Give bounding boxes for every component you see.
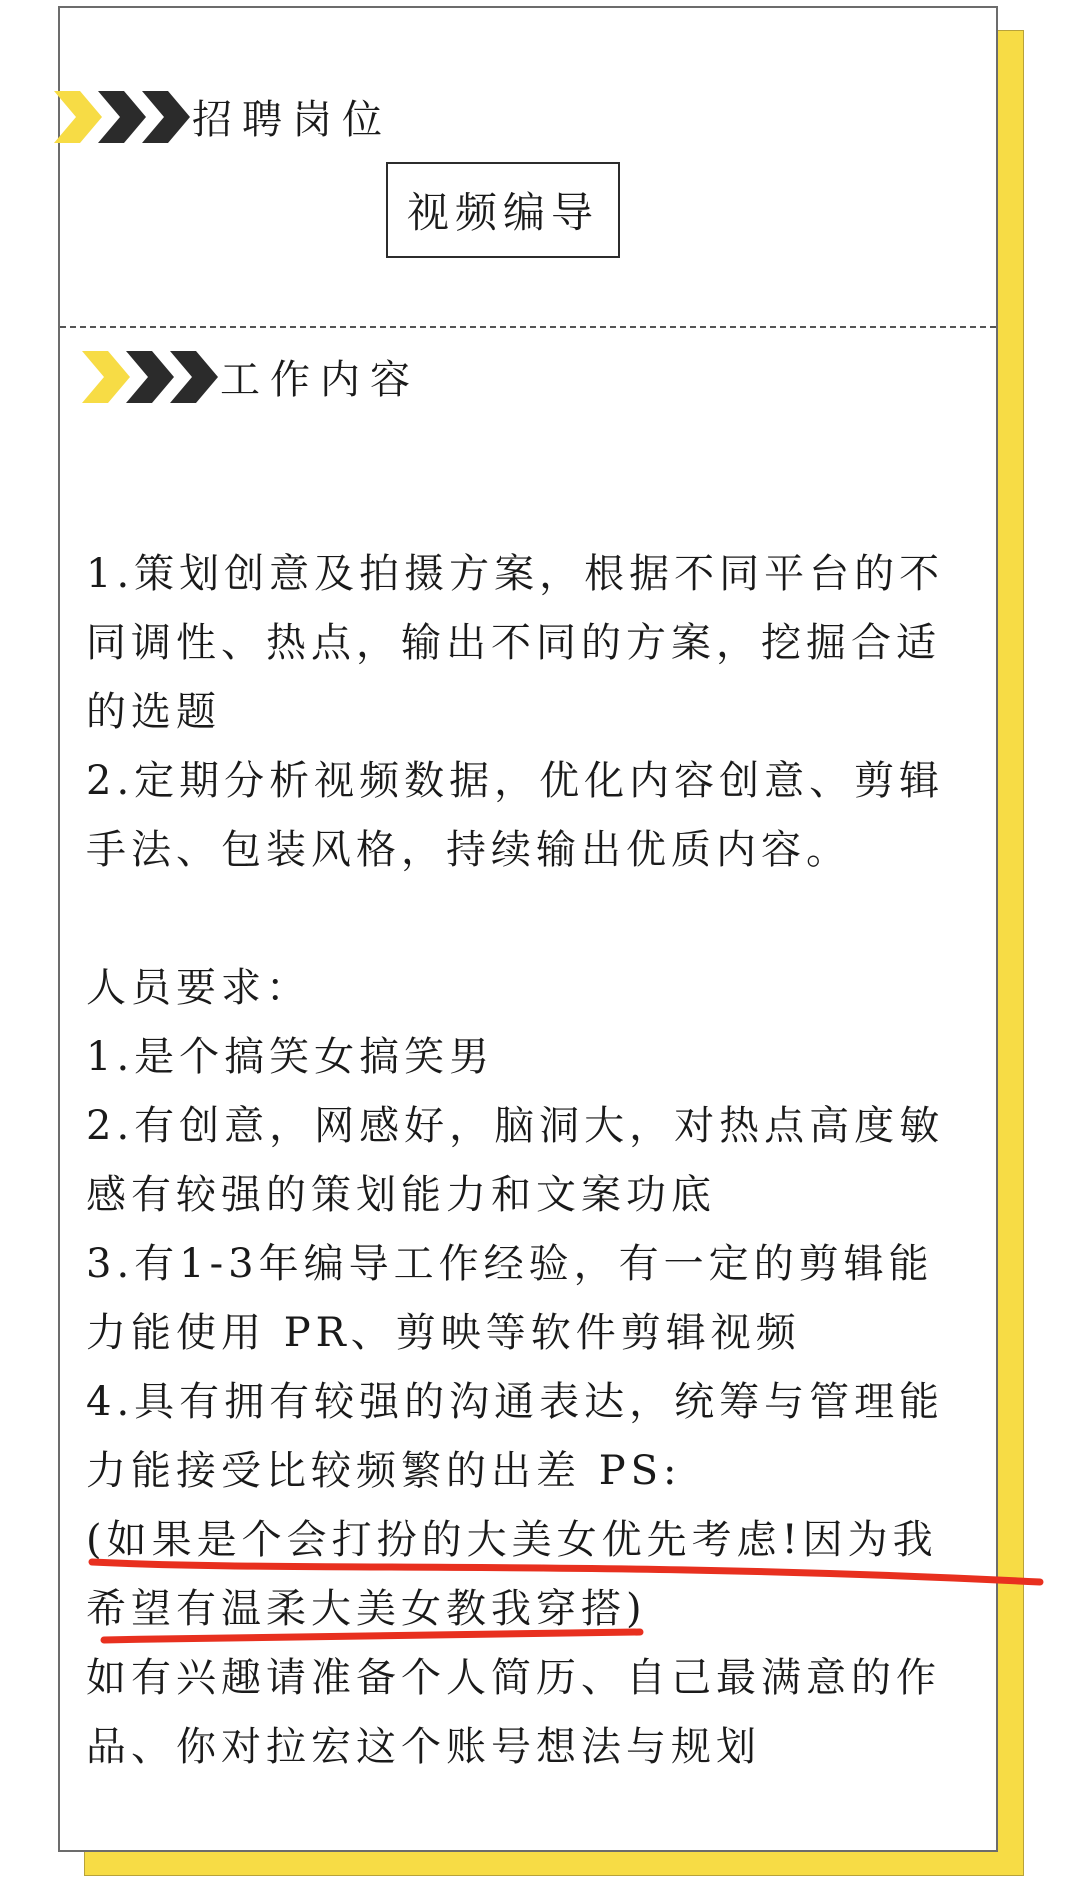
requirements-heading: 人员要求： bbox=[86, 965, 311, 1011]
position-title-box: 视频编导 bbox=[386, 162, 620, 258]
closing-text: 如有兴趣请准备个人简历、自己最满意的作品、你对拉宏这个账号想法与规划 bbox=[86, 1655, 941, 1770]
work-section-header bbox=[82, 348, 420, 405]
recruit-section-title: 招聘岗位 bbox=[192, 97, 392, 143]
job-posting-card bbox=[58, 6, 998, 1852]
dashed-divider bbox=[60, 326, 996, 328]
recruit-section-header bbox=[54, 88, 392, 145]
chevron-arrows-icon bbox=[82, 351, 214, 403]
work-section-title: 工作内容 bbox=[220, 357, 420, 403]
requirement-item: 1.是个搞笑女搞笑男 bbox=[86, 1034, 495, 1080]
job-description-body bbox=[86, 540, 976, 1782]
requirement-item: 4.具有拥有较强的沟通表达，统筹与管理能力能接受比较频繁的出差 PS: bbox=[86, 1379, 945, 1494]
requirement-item: 3.有1-3年编导工作经验，有一定的剪辑能力能使用 PR、剪映等软件剪辑视频 bbox=[86, 1241, 934, 1356]
ps-note: (如果是个会打扮的大美女优先考虑!因为我希望有温柔大美女教我穿搭) bbox=[86, 1517, 938, 1632]
requirement-item: 2.有创意，网感好，脑洞大，对热点高度敏感有较强的策划能力和文案功底 bbox=[86, 1103, 945, 1218]
chevron-arrows-icon bbox=[54, 91, 186, 143]
work-item: 1.策划创意及拍摄方案，根据不同平台的不同调性、热点，输出不同的方案，挖掘合适的选题 bbox=[86, 551, 945, 735]
work-item: 2.定期分析视频数据，优化内容创意、剪辑手法、包装风格，持续输出优质内容。 bbox=[86, 758, 945, 873]
spacer bbox=[86, 885, 976, 954]
